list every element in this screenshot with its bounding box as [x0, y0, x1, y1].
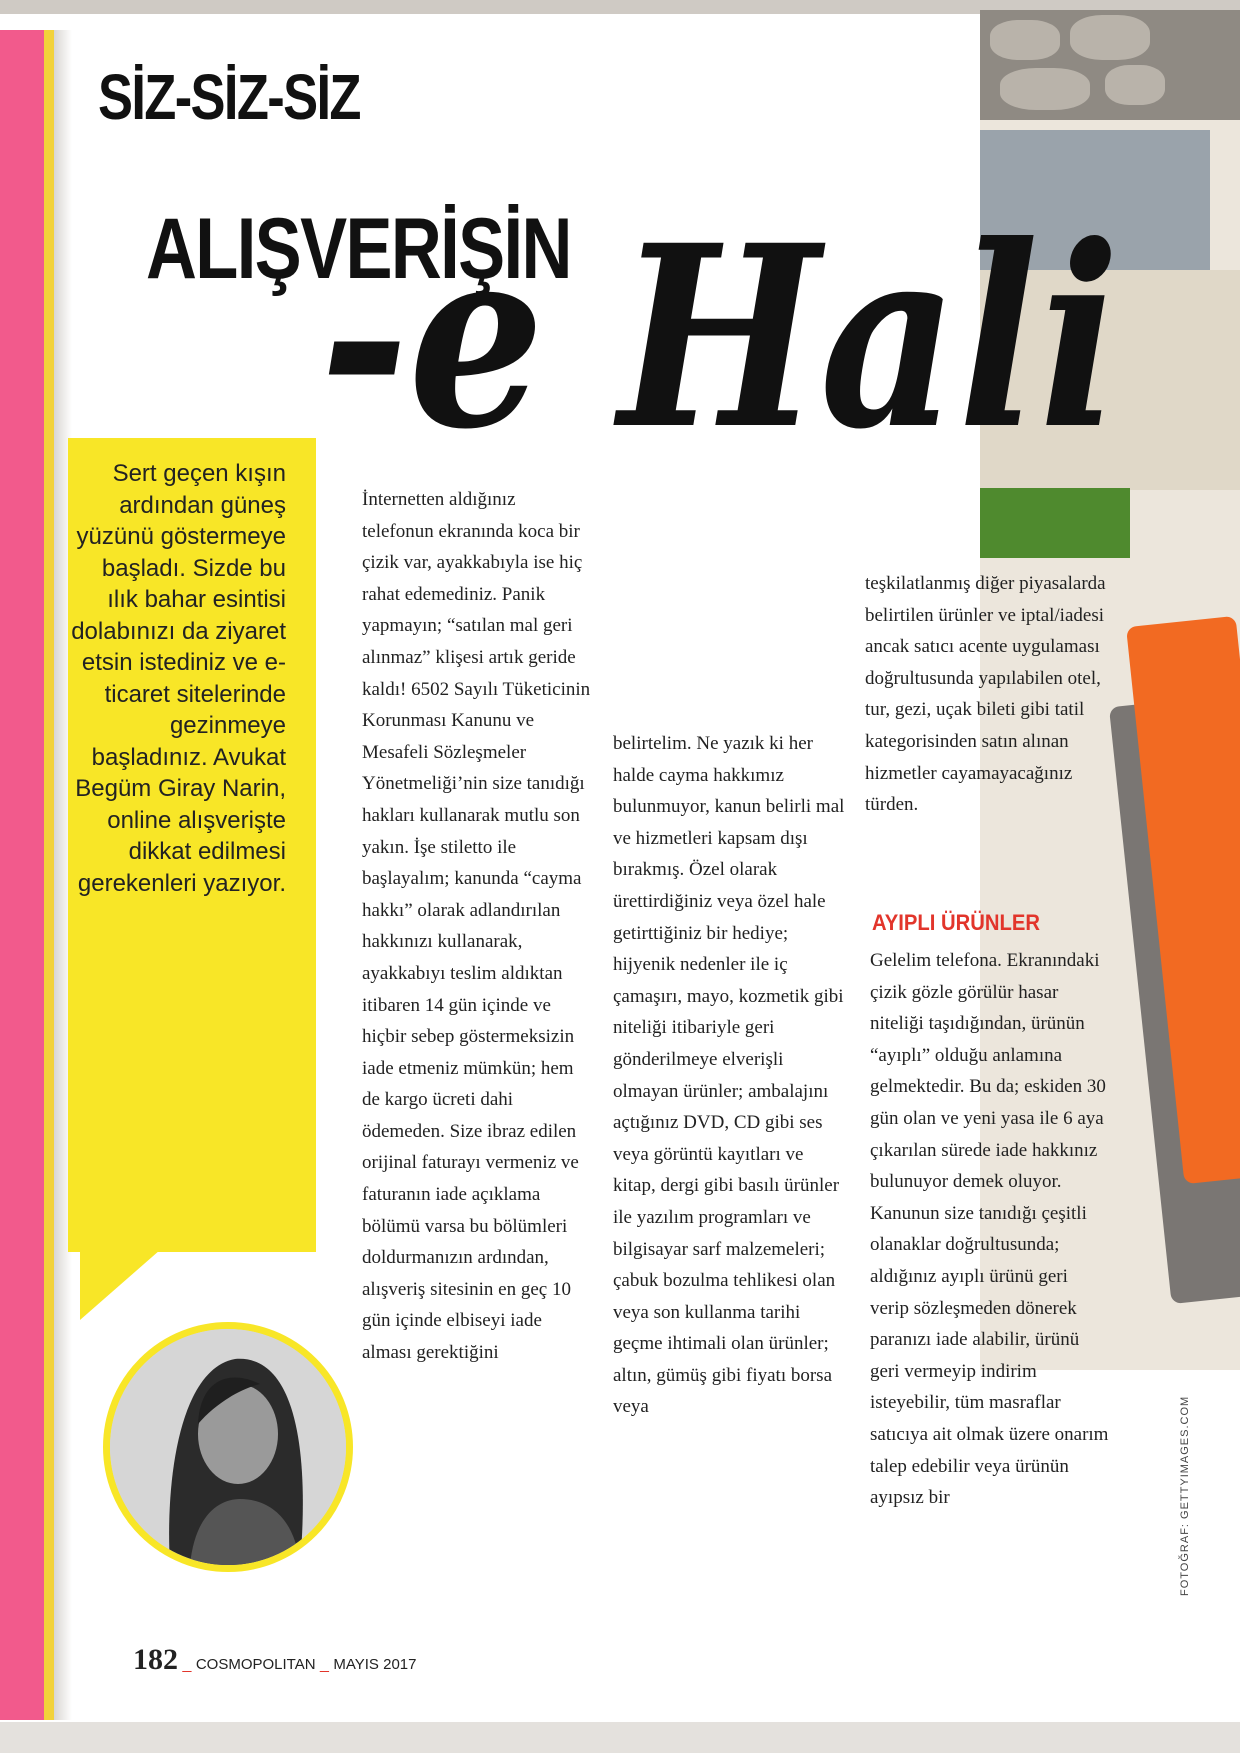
headline: ALIŞVERİŞİN	[146, 201, 571, 297]
body-column-3-body: Gelelim telefona. Ekranındaki çizik gözle görülür hasar niteliği taşıdığından, ürünün “ayıplı” olduğu anlamına gelmektedir. Bu da; eskiden 30 gün olan ve yeni yasa ile 6 aya çıkarılan sürede iade hakkınız bulunuyor demek oluyor. Kanunun size tanıdığı çeşitli olanaklar doğrultusunda; aldığınız ayıplı ürünü geri verip sözleşmeden dönerek paranızı iade alabilir, ürünü geri vermeyip indirim isteyebilir, tüm masraflar satıcıya ait olmak üzere onarım talep edebilir veya ürünün ayıpsız bir	[870, 950, 1109, 1509]
grass-patch	[980, 488, 1130, 558]
spine-yellow-stripe	[44, 30, 54, 1720]
page-footer	[133, 1643, 416, 1677]
body-column-1: İnternetten aldığınız telefonun ekranında koca bir çizik var, ayakkabıyla ise hiç rahat edemediniz. Panik yapmayın; “satılan mal geri alınmaz” klişesi artık geride kaldı! 6502 Sayılı Tüketicinin Korunması Kanunu ve Mesafeli Sözleşmeler Yönetmeliği’nin size tanıdığı hakları kullanarak mutlu son yakın. İşe stiletto ile başlayalım; kanunda “cayma hakkı” olarak adlandırılan hakkınızı kullanarak, ayakkabıyı teslim aldıktan itibaren 14 gün içinde ve hiçbir sebep göstermeksizin iade etmeniz mümkün; hem de kargo ücreti dahi ödemeden. Size ibraz edilen orijinal faturayı vermeniz ve faturanın iade açıklama bölümü varsa bu bölümleri doldurmanızın ardından, alışveriş sitesinin en geç 10 gün içinde elbiseyi iade alması gerektiğini	[362, 489, 591, 1364]
headline-script	[320, 150, 1140, 480]
intro-panel-tail	[80, 1250, 160, 1320]
photo-credit: FOTOĞRAF: GETTYIMAGES.COM	[1179, 1395, 1191, 1596]
subheading-ayipli-urunler: AYIPLI ÜRÜNLER	[872, 910, 1040, 935]
author-portrait	[103, 1322, 353, 1572]
magazine-name: COSMOPOLITAN	[195, 1656, 316, 1673]
footer-separator-2: _	[320, 1656, 329, 1673]
issue-date: MAYIS 2017	[333, 1656, 417, 1673]
body-column-2: belirtelim. Ne yazık ki her halde cayma hakkımız bulunmuyor, kanun belirli mal ve hizmetleri kapsam dışı bırakmış. Özel olarak ürettirdiğiniz veya özel hale getirttiğiniz bir hediye; hijyenik nedenler ile iç çamaşırı, mayo, kozmetik gibi niteliği itibariyle geri gönderilmeye elverişli olmayan ürünler; ambalajını açtığınız DVD, CD gibi ses veya görüntü kayıtları ve kitap, dergi gibi basılı ürünler ile yazılım programları ve bilgisayar sarf malzemeleri; çabuk bozulma tehlikesi olan veya son kullanma tarihi geçme ihtimali olan ürünler; altın, gümüş gibi fiyatı borsa veya	[613, 733, 845, 1418]
headline-script-text: -e Hali	[320, 190, 1120, 480]
section-label: SİZ-SİZ-SİZ	[98, 61, 360, 133]
author-portrait-image	[110, 1329, 346, 1565]
body-column-3-top: teşkilatlanmış diğer piyasalarda belirtilen ürünler ve iptal/iadesi ancak satıcı acente uygulaması doğrultusunda yapılabilen otel, tur, gezi, uçak bileti gibi tatil kategorisinden satın alınan hizmetler cayamayacağınız türden.	[865, 573, 1106, 816]
spine-pink-stripe	[0, 30, 44, 1720]
intro-text: Sert geçen kışın ardından güneş yüzünü göstermeye başladı. Sizde bu ılık bahar esintisi dolabınızı da ziyaret etsin istediniz ve e-ticaret sitelerinde gezinmeye başladınız. Avukat Begüm Giray Narin, online alışverişte dikkat edilmesi gerekenleri yazıyor.	[71, 460, 286, 897]
page-number: 182	[133, 1643, 178, 1676]
page-bottom-shadow	[0, 1722, 1240, 1753]
stone-wall	[980, 10, 1240, 120]
footer-separator: _	[182, 1656, 192, 1673]
